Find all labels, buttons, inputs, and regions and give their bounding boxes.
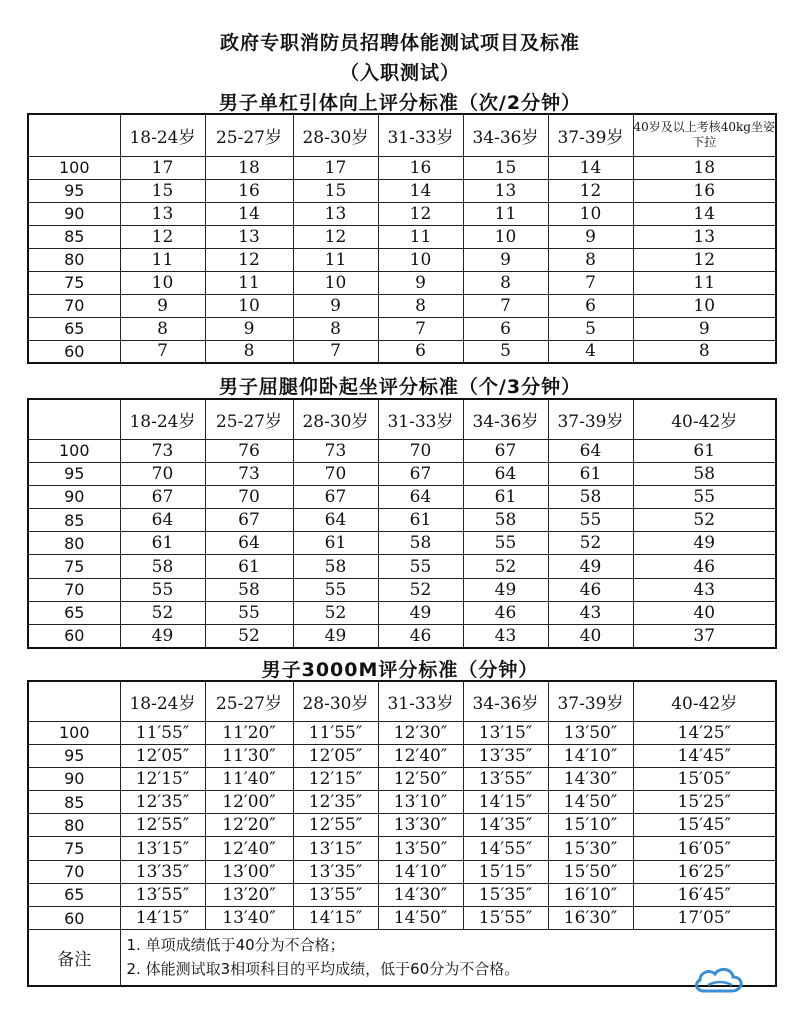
run3000-table-title: 男子3000M评分标准（分钟） <box>261 659 539 681</box>
table-row <box>28 555 776 578</box>
value-cell: 8 <box>293 317 378 340</box>
score-cell: 100 <box>28 721 120 744</box>
column-header: 31-33岁 <box>378 681 463 721</box>
value-cell: 7 <box>378 317 463 340</box>
value-cell: 67 <box>205 509 293 532</box>
situp-table-title: 男子屈腿仰卧起坐评分标准（个/3分钟） <box>218 376 582 398</box>
value-cell: 64 <box>120 509 205 532</box>
value-cell: 52 <box>293 601 378 624</box>
value-cell: 13′30″ <box>378 814 463 837</box>
table-row <box>28 744 776 767</box>
value-cell: 12 <box>293 225 378 248</box>
score-cell: 90 <box>28 767 120 790</box>
value-cell: 15 <box>293 179 378 202</box>
table-row <box>28 721 776 744</box>
value-cell: 13′15″ <box>463 721 548 744</box>
value-cell: 14′45″ <box>633 744 776 767</box>
value-cell: 15′35″ <box>463 883 548 906</box>
value-cell: 9 <box>120 294 205 317</box>
value-cell: 61 <box>633 439 776 462</box>
value-cell: 14′15″ <box>463 791 548 814</box>
value-cell: 14′30″ <box>548 767 633 790</box>
value-cell: 10 <box>378 248 463 271</box>
value-cell: 15′55″ <box>463 907 548 930</box>
column-header: 31-33岁 <box>378 114 463 156</box>
value-cell: 10 <box>463 225 548 248</box>
value-cell: 58 <box>293 555 378 578</box>
table-row <box>28 248 776 271</box>
value-cell: 61 <box>293 532 378 555</box>
score-cell: 60 <box>28 907 120 930</box>
value-cell: 43 <box>548 601 633 624</box>
value-cell: 15 <box>120 179 205 202</box>
value-cell: 16′30″ <box>548 907 633 930</box>
value-cell: 14′50″ <box>378 907 463 930</box>
value-cell: 7 <box>463 294 548 317</box>
score-cell: 70 <box>28 294 120 317</box>
score-cell: 75 <box>28 555 120 578</box>
score-cell: 70 <box>28 860 120 883</box>
notes-label: 备注 <box>28 930 120 986</box>
column-header: 37-39岁 <box>548 681 633 721</box>
table-row <box>28 814 776 837</box>
value-cell: 61 <box>378 509 463 532</box>
value-cell: 9 <box>463 248 548 271</box>
value-cell: 49 <box>378 601 463 624</box>
value-cell: 70 <box>293 462 378 485</box>
value-cell: 8 <box>463 271 548 294</box>
value-cell: 58 <box>548 485 633 508</box>
column-header: 25-27岁 <box>205 399 293 439</box>
notes-content <box>120 930 776 986</box>
score-cell: 85 <box>28 791 120 814</box>
value-cell: 15′15″ <box>463 860 548 883</box>
value-cell: 13′50″ <box>378 837 463 860</box>
value-cell: 9 <box>205 317 293 340</box>
value-cell: 7 <box>120 340 205 363</box>
value-cell: 61 <box>205 555 293 578</box>
score-cell: 60 <box>28 625 120 648</box>
column-header: 28-30岁 <box>293 114 378 156</box>
value-cell: 13 <box>205 225 293 248</box>
value-cell: 13′00″ <box>205 860 293 883</box>
value-cell: 15′45″ <box>633 814 776 837</box>
table-row <box>28 340 776 363</box>
table-row <box>28 294 776 317</box>
table-row <box>28 202 776 225</box>
value-cell: 52 <box>548 532 633 555</box>
value-cell: 11 <box>378 225 463 248</box>
value-cell: 8 <box>205 340 293 363</box>
value-cell: 64 <box>293 509 378 532</box>
value-cell: 14′50″ <box>548 791 633 814</box>
value-cell: 12′15″ <box>293 767 378 790</box>
score-cell: 85 <box>28 509 120 532</box>
value-cell: 58 <box>378 532 463 555</box>
value-cell: 49 <box>548 555 633 578</box>
score-cell: 75 <box>28 271 120 294</box>
column-header: 25-27岁 <box>205 114 293 156</box>
table-row <box>28 179 776 202</box>
value-cell: 14 <box>548 156 633 179</box>
value-cell: 13′55″ <box>463 767 548 790</box>
value-cell: 13′50″ <box>548 721 633 744</box>
value-cell: 14 <box>633 202 776 225</box>
notes-row <box>28 930 776 986</box>
value-cell: 6 <box>548 294 633 317</box>
value-cell: 12′30″ <box>378 721 463 744</box>
table-row <box>28 462 776 485</box>
value-cell: 8 <box>120 317 205 340</box>
value-cell: 55 <box>378 555 463 578</box>
value-cell: 11 <box>205 271 293 294</box>
value-cell: 55 <box>120 578 205 601</box>
value-cell: 55 <box>633 485 776 508</box>
value-cell: 9 <box>548 225 633 248</box>
value-cell: 12′05″ <box>293 744 378 767</box>
value-cell: 18 <box>205 156 293 179</box>
score-cell: 90 <box>28 202 120 225</box>
value-cell: 61 <box>463 485 548 508</box>
value-cell: 16′45″ <box>633 883 776 906</box>
value-cell: 49 <box>293 625 378 648</box>
value-cell: 13′55″ <box>120 883 205 906</box>
score-cell: 70 <box>28 578 120 601</box>
column-header: 31-33岁 <box>378 399 463 439</box>
value-cell: 11 <box>293 248 378 271</box>
table-row <box>28 883 776 906</box>
score-cell: 100 <box>28 156 120 179</box>
table-row <box>28 156 776 179</box>
pullup-score-table <box>27 113 777 364</box>
score-cell: 95 <box>28 462 120 485</box>
note-line: 2. 体能测试取3相项科目的平均成绩，低于60分为不合格。 <box>126 960 520 979</box>
value-cell: 9 <box>633 317 776 340</box>
value-cell: 43 <box>463 625 548 648</box>
value-cell: 18 <box>633 156 776 179</box>
score-cell: 85 <box>28 225 120 248</box>
column-header: 40-42岁 <box>633 399 776 439</box>
value-cell: 15′25″ <box>633 791 776 814</box>
value-cell: 46 <box>633 555 776 578</box>
value-cell: 15′10″ <box>548 814 633 837</box>
value-cell: 55 <box>463 532 548 555</box>
value-cell: 10 <box>293 271 378 294</box>
value-cell: 46 <box>463 601 548 624</box>
value-cell: 17 <box>293 156 378 179</box>
column-header: 25-27岁 <box>205 681 293 721</box>
value-cell: 58 <box>205 578 293 601</box>
column-header: 34-36岁 <box>463 681 548 721</box>
value-cell: 14 <box>205 202 293 225</box>
score-cell: 80 <box>28 248 120 271</box>
table-row <box>28 907 776 930</box>
value-cell: 9 <box>378 271 463 294</box>
value-cell: 40 <box>633 601 776 624</box>
value-cell: 11′55″ <box>293 721 378 744</box>
value-cell: 12′05″ <box>120 744 205 767</box>
value-cell: 64 <box>548 439 633 462</box>
value-cell: 12 <box>120 225 205 248</box>
value-cell: 43 <box>633 578 776 601</box>
value-cell: 12′55″ <box>120 814 205 837</box>
table-row <box>28 625 776 648</box>
page-subtitle: （入职测试） <box>339 62 460 84</box>
score-cell: 60 <box>28 340 120 363</box>
value-cell: 73 <box>120 439 205 462</box>
value-cell: 8 <box>548 248 633 271</box>
value-cell: 37 <box>633 625 776 648</box>
value-cell: 8 <box>633 340 776 363</box>
value-cell: 55 <box>548 509 633 532</box>
value-cell: 16 <box>378 156 463 179</box>
value-cell: 14′35″ <box>463 814 548 837</box>
value-cell: 15′05″ <box>633 767 776 790</box>
value-cell: 40 <box>548 625 633 648</box>
value-cell: 12′35″ <box>120 791 205 814</box>
value-cell: 6 <box>378 340 463 363</box>
column-header: 34-36岁 <box>463 399 548 439</box>
value-cell: 10 <box>205 294 293 317</box>
column-header: 40-42岁 <box>633 681 776 721</box>
value-cell: 73 <box>205 462 293 485</box>
value-cell: 12′00″ <box>205 791 293 814</box>
column-header: 28-30岁 <box>293 399 378 439</box>
value-cell: 52 <box>633 509 776 532</box>
value-cell: 13′35″ <box>293 860 378 883</box>
value-cell: 11 <box>463 202 548 225</box>
table-row <box>28 439 776 462</box>
column-header: 18-24岁 <box>120 114 205 156</box>
table-row <box>28 317 776 340</box>
header-corner-cell <box>28 399 120 439</box>
value-cell: 12′50″ <box>378 767 463 790</box>
value-cell: 13′20″ <box>205 883 293 906</box>
value-cell: 11′40″ <box>205 767 293 790</box>
situp-score-table <box>27 398 777 649</box>
value-cell: 70 <box>205 485 293 508</box>
score-cell: 95 <box>28 744 120 767</box>
value-cell: 11 <box>120 248 205 271</box>
value-cell: 13′40″ <box>205 907 293 930</box>
value-cell: 16 <box>205 179 293 202</box>
header-corner-cell <box>28 681 120 721</box>
value-cell: 14 <box>378 179 463 202</box>
value-cell: 13′15″ <box>293 837 378 860</box>
table-row <box>28 837 776 860</box>
value-cell: 17′05″ <box>633 907 776 930</box>
value-cell: 73 <box>293 439 378 462</box>
value-cell: 13 <box>293 202 378 225</box>
value-cell: 58 <box>120 555 205 578</box>
value-cell: 12 <box>378 202 463 225</box>
value-cell: 61 <box>548 462 633 485</box>
value-cell: 13 <box>633 225 776 248</box>
score-cell: 80 <box>28 532 120 555</box>
value-cell: 64 <box>378 485 463 508</box>
value-cell: 14′10″ <box>548 744 633 767</box>
value-cell: 14′30″ <box>378 883 463 906</box>
value-cell: 49 <box>463 578 548 601</box>
value-cell: 13′15″ <box>120 837 205 860</box>
value-cell: 70 <box>378 439 463 462</box>
column-header: 18-24岁 <box>120 399 205 439</box>
value-cell: 55 <box>293 578 378 601</box>
value-cell: 7 <box>293 340 378 363</box>
table-row <box>28 485 776 508</box>
pullup-table-title: 男子单杠引体向上评分标准（次/2分钟） <box>218 92 582 114</box>
value-cell: 67 <box>378 462 463 485</box>
run3000-score-table <box>27 680 777 987</box>
value-cell: 9 <box>293 294 378 317</box>
score-cell: 100 <box>28 439 120 462</box>
score-cell: 80 <box>28 814 120 837</box>
value-cell: 12′35″ <box>293 791 378 814</box>
value-cell: 11 <box>633 271 776 294</box>
value-cell: 16 <box>633 179 776 202</box>
value-cell: 14′10″ <box>378 860 463 883</box>
table-row <box>28 271 776 294</box>
value-cell: 52 <box>120 601 205 624</box>
value-cell: 12 <box>633 248 776 271</box>
value-cell: 16′05″ <box>633 837 776 860</box>
value-cell: 11′20″ <box>205 721 293 744</box>
value-cell: 46 <box>548 578 633 601</box>
value-cell: 10 <box>633 294 776 317</box>
value-cell: 8 <box>378 294 463 317</box>
value-cell: 13 <box>120 202 205 225</box>
value-cell: 12′40″ <box>205 837 293 860</box>
value-cell: 49 <box>120 625 205 648</box>
score-cell: 90 <box>28 485 120 508</box>
score-cell: 75 <box>28 837 120 860</box>
score-cell: 65 <box>28 601 120 624</box>
value-cell: 5 <box>463 340 548 363</box>
column-header: 40岁及以上考核40kg坐姿下拉 <box>633 114 776 156</box>
value-cell: 13′10″ <box>378 791 463 814</box>
value-cell: 6 <box>463 317 548 340</box>
table-row <box>28 509 776 532</box>
value-cell: 52 <box>205 625 293 648</box>
value-cell: 17 <box>120 156 205 179</box>
table-row <box>28 767 776 790</box>
value-cell: 14′15″ <box>293 907 378 930</box>
score-cell: 65 <box>28 883 120 906</box>
page-title: 政府专职消防员招聘体能测试项目及标准 <box>219 32 580 54</box>
column-header: 37-39岁 <box>548 114 633 156</box>
value-cell: 12′55″ <box>293 814 378 837</box>
score-cell: 95 <box>28 179 120 202</box>
value-cell: 14′25″ <box>633 721 776 744</box>
value-cell: 58 <box>633 462 776 485</box>
value-cell: 46 <box>378 625 463 648</box>
cloud-logo-icon <box>690 963 750 997</box>
table-row <box>28 791 776 814</box>
value-cell: 49 <box>633 532 776 555</box>
value-cell: 15 <box>463 156 548 179</box>
value-cell: 12′20″ <box>205 814 293 837</box>
value-cell: 12 <box>205 248 293 271</box>
value-cell: 67 <box>293 485 378 508</box>
column-header: 37-39岁 <box>548 399 633 439</box>
table-row <box>28 860 776 883</box>
value-cell: 13′35″ <box>463 744 548 767</box>
value-cell: 15′30″ <box>548 837 633 860</box>
score-cell: 65 <box>28 317 120 340</box>
note-line: 1. 单项成绩低于40分为不合格； <box>126 936 345 955</box>
value-cell: 12 <box>548 179 633 202</box>
header-corner-cell <box>28 114 120 156</box>
value-cell: 13′55″ <box>293 883 378 906</box>
value-cell: 4 <box>548 340 633 363</box>
table-row <box>28 225 776 248</box>
column-header: 28-30岁 <box>293 681 378 721</box>
value-cell: 67 <box>120 485 205 508</box>
value-cell: 52 <box>378 578 463 601</box>
value-cell: 70 <box>120 462 205 485</box>
value-cell: 12′15″ <box>120 767 205 790</box>
value-cell: 11′30″ <box>205 744 293 767</box>
table-row <box>28 601 776 624</box>
value-cell: 13′35″ <box>120 860 205 883</box>
value-cell: 12′40″ <box>378 744 463 767</box>
value-cell: 67 <box>463 439 548 462</box>
value-cell: 15′50″ <box>548 860 633 883</box>
value-cell: 64 <box>463 462 548 485</box>
table-row <box>28 578 776 601</box>
value-cell: 76 <box>205 439 293 462</box>
column-header: 18-24岁 <box>120 681 205 721</box>
value-cell: 16′10″ <box>548 883 633 906</box>
value-cell: 55 <box>205 601 293 624</box>
value-cell: 10 <box>548 202 633 225</box>
value-cell: 61 <box>120 532 205 555</box>
table-row <box>28 532 776 555</box>
value-cell: 11′55″ <box>120 721 205 744</box>
value-cell: 64 <box>205 532 293 555</box>
value-cell: 14′15″ <box>120 907 205 930</box>
value-cell: 7 <box>548 271 633 294</box>
value-cell: 13 <box>463 179 548 202</box>
value-cell: 58 <box>463 509 548 532</box>
value-cell: 52 <box>463 555 548 578</box>
value-cell: 5 <box>548 317 633 340</box>
value-cell: 16′25″ <box>633 860 776 883</box>
column-header: 34-36岁 <box>463 114 548 156</box>
value-cell: 10 <box>120 271 205 294</box>
value-cell: 14′55″ <box>463 837 548 860</box>
